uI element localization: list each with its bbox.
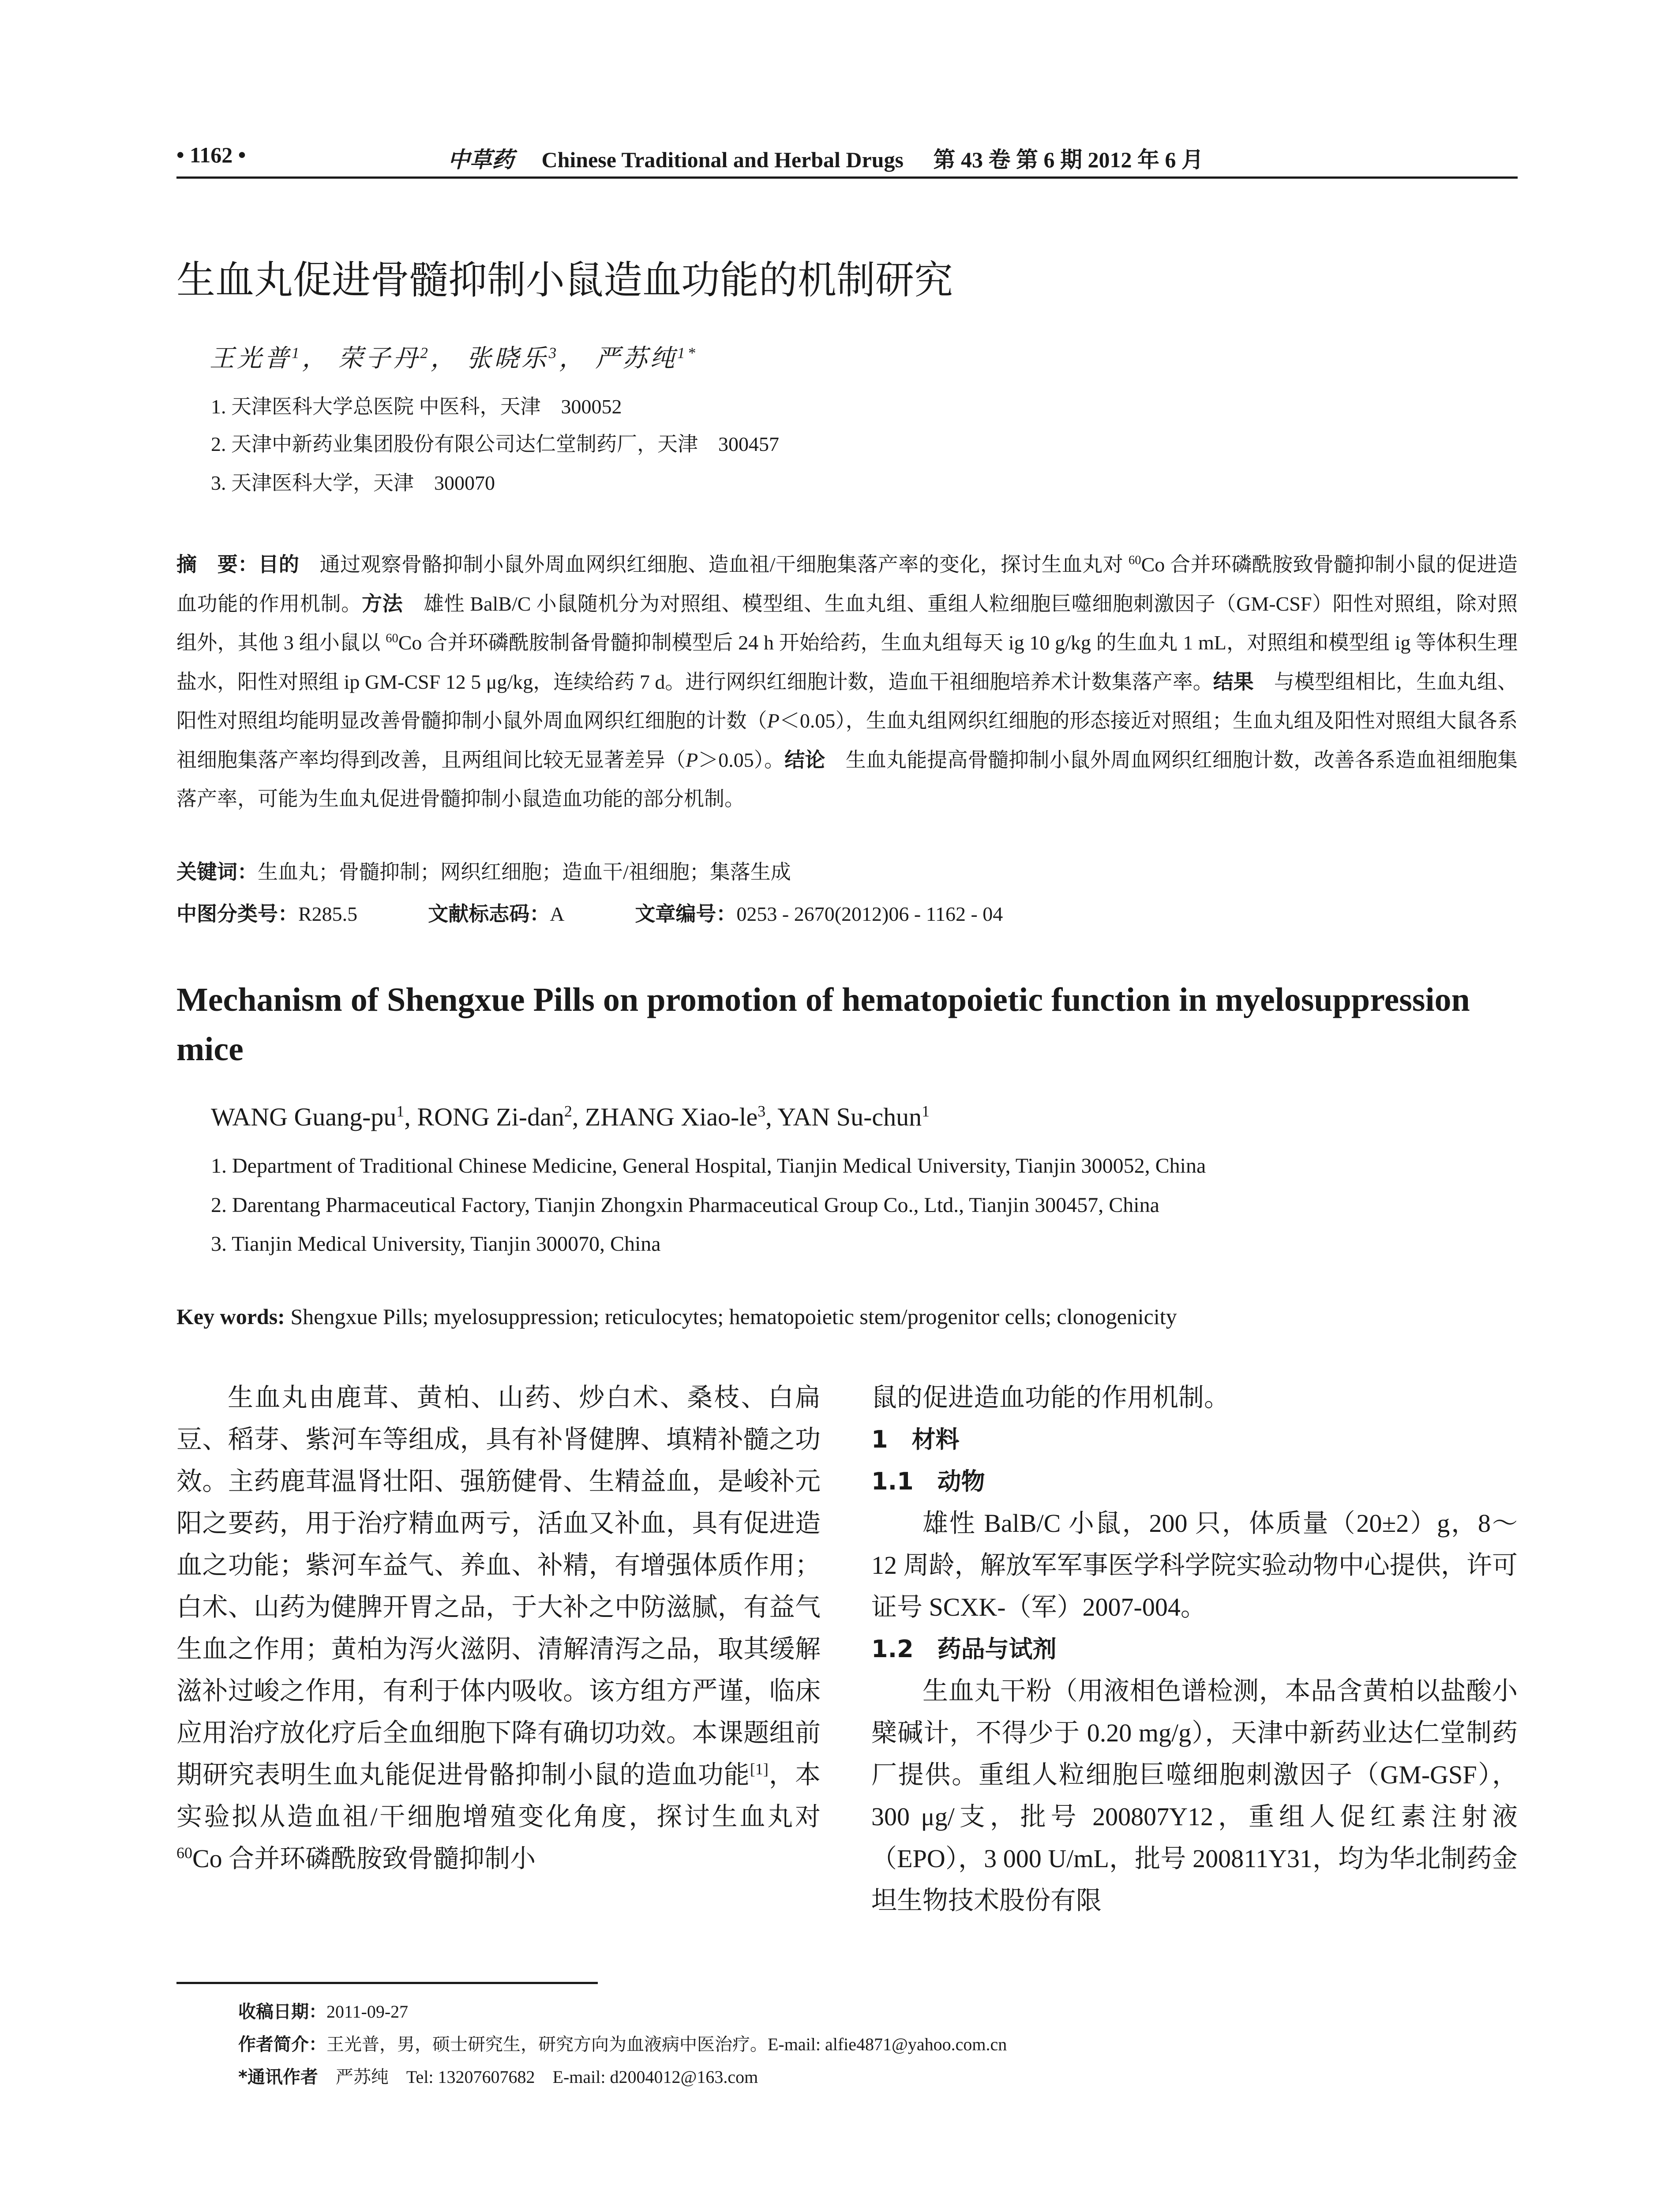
author-affiliation-mark: 1* bbox=[677, 344, 698, 362]
doc-code-label: 文献标志码： bbox=[428, 902, 550, 926]
isotope-mark: 60 bbox=[1129, 553, 1141, 567]
clc-label: 中图分类号： bbox=[176, 902, 298, 926]
affiliation-en: 1. Department of Traditional Chinese Medicine, General Hospital, Tianjin Medical University, Tianjin 300052, China bbox=[211, 1154, 1206, 1178]
results-text: ＞0.05）。 bbox=[698, 749, 785, 771]
results-text: 与模型组相比，生血丸组、阳性对照组均能明显改善骨髓抑制小鼠外周血网织红细胞的计数（ bbox=[176, 671, 1518, 732]
author-name: WANG Guang-pu bbox=[211, 1103, 397, 1131]
author-name: 荣子丹 bbox=[338, 345, 420, 372]
intro-paragraph bbox=[176, 1377, 821, 1880]
intro-text: Co 合并环磷酰胺致骨髓抑制小 bbox=[192, 1844, 536, 1873]
article-title-en: Mechanism of Shengxue Pills on promotion of hematopoietic function in myelosuppression mice bbox=[176, 981, 1470, 1068]
journal-name-cn: 中草药 bbox=[448, 147, 514, 173]
page-number: • 1162 • bbox=[176, 143, 246, 167]
author-name: RONG Zi-dan bbox=[417, 1103, 564, 1131]
author-affiliation-mark: 3 bbox=[548, 344, 559, 362]
results-label: 结果 bbox=[1213, 670, 1254, 694]
objective-label: 目的 bbox=[258, 552, 300, 576]
keywords-en-text: Shengxue Pills; myelosuppression; reticulocytes; hematopoietic stem/progenitor cells; clonogenicity bbox=[285, 1304, 1177, 1329]
author-affiliation-mark: 3 bbox=[758, 1102, 766, 1120]
subsection-heading: 1.1 动物 bbox=[871, 1467, 985, 1495]
conclusion-label: 结论 bbox=[784, 748, 825, 772]
article-title-cn: 生血丸促进骨髓抑制小鼠造血功能的机制研究 bbox=[176, 257, 953, 303]
affiliation-cn: 2. 天津中新药业集团股份有限公司达仁堂制药厂，天津 300457 bbox=[211, 433, 779, 455]
journal-issue: 第 43 卷 第 6 期 2012 年 6 月 bbox=[933, 147, 1204, 172]
keywords-text: 生血丸；骨髓抑制；网织红细胞；造血干/祖细胞；集落生成 bbox=[258, 861, 791, 883]
affiliation-en: 3. Tianjin Medical University, Tianjin 300070, China bbox=[211, 1232, 661, 1256]
author-name: YAN Su-chun bbox=[777, 1103, 922, 1131]
animals-paragraph: 雄性 BalB/C 小鼠，200 只，体质量（20±2）g，8～12 周龄，解放军军事医学科学院实验动物中心提供，许可证号 SCXK-（军）2007-004。 bbox=[871, 1509, 1518, 1621]
author-affiliation-mark: 1 bbox=[396, 1102, 405, 1120]
footnote-rule bbox=[176, 1982, 598, 1984]
abstract-label: 摘 要： bbox=[176, 552, 259, 576]
isotope-mark: 60 bbox=[176, 1844, 192, 1862]
footnote-received bbox=[238, 1998, 408, 2023]
clc-value: R285.5 bbox=[298, 903, 358, 925]
affiliation-cn: 3. 天津医科大学，天津 300070 bbox=[211, 472, 495, 494]
affiliation-cn: 1. 天津医科大学总医院 中医科，天津 300052 bbox=[211, 395, 622, 418]
classification-line bbox=[176, 898, 1003, 927]
author-name: 王光普 bbox=[210, 345, 292, 372]
author-affiliation-mark: 1 bbox=[922, 1102, 930, 1120]
methods-label: 方法 bbox=[361, 592, 403, 615]
affiliation-en: 2. Darentang Pharmaceutical Factory, Tianjin Zhongxin Pharmaceutical Group Co., Ltd., Tianjin 300457, China bbox=[211, 1193, 1159, 1217]
intro-text: 生血丸由鹿茸、黄柏、山药、炒白术、桑枝、白扁豆、稻芽、紫河车等组成，具有补肾健脾、填精补髓之功效。主药鹿茸温肾壮阳、强筋健骨、生精益血，是峻补元阳之要药，用于治疗精血两亏，活血又补血，具有促进造血之功能；紫河车益气、养血、补精，有增强体质作用；白术、山药为健脾开胃之品，于大补之中防滋腻，有益气生血之作用；黄柏为泻火滋阴、清解清泻之品，取其缓解滋补过峻之作用，有利于体内吸收。该方组方严谨，临床应用治疗放化疗后全血细胞下降有确切功效。本课题组前期研究表明生血丸能促进骨骼抑制小鼠的造血功能 bbox=[176, 1383, 821, 1789]
subsection-heading: 1.2 药品与试剂 bbox=[871, 1635, 1057, 1663]
header-rule bbox=[176, 176, 1518, 179]
p-symbol: P bbox=[767, 709, 780, 732]
footnote-author bbox=[238, 2030, 1007, 2056]
article-number-label: 文章编号： bbox=[635, 902, 737, 926]
objective-text: 通过观察骨骼抑制小鼠外周血网织红细胞、造血祖/干细胞集落产率的变化，探讨生血丸对 bbox=[299, 553, 1129, 576]
intro-text: ，本实验拟从造血祖/干细胞增殖变化角度，探讨生血丸对 bbox=[176, 1760, 821, 1831]
author-name: 严苏纯 bbox=[595, 345, 678, 372]
results-text: ＜0.05），生血丸组网织红细胞的形态接近对照组；生血丸组及阳性对照组大鼠各系祖细胞集落产率均得到改善，且两组间比较无显著差异（ bbox=[176, 709, 1518, 771]
keywords-en bbox=[176, 1304, 1177, 1329]
author-affiliation-mark: 2 bbox=[564, 1102, 572, 1120]
corresponding-info: 严苏纯 Tel: 13207607682 E-mail: d2004012@163.com bbox=[318, 2067, 758, 2087]
received-label: 收稿日期： bbox=[238, 2002, 326, 2022]
footnote-corresponding bbox=[238, 2063, 758, 2088]
doc-code-value: A bbox=[550, 903, 565, 925]
author-bio: 王光普，男，硕士研究生，研究方向为血液病中医治疗。E-mail: alfie4871@yahoo.com.cn bbox=[326, 2034, 1007, 2054]
journal-name-en: Chinese Traditional and Herbal Drugs bbox=[541, 147, 904, 172]
keywords-label: 关键词： bbox=[176, 860, 258, 884]
author-bio-label: 作者简介： bbox=[238, 2034, 326, 2055]
section-heading: 1 材料 bbox=[871, 1426, 960, 1453]
p-symbol: P bbox=[686, 749, 698, 771]
corresponding-label: *通讯作者 bbox=[238, 2067, 318, 2087]
author-list-en: WANG Guang-$pu^1$, RONG Zi-dan$^2$, ZHANG Xiao-$le^3$, YAN Su-chun$^1$ bbox=[211, 1102, 930, 1131]
author-name: ZHANG Xiao-le bbox=[585, 1103, 758, 1131]
received-date: 2011-09-27 bbox=[326, 2002, 409, 2022]
body-column-right bbox=[871, 1377, 1518, 1921]
conclusion-text: 生血丸能提高骨髓抑制小鼠外周血网织红细胞计数，改善各系造血祖细胞集落产率，可能为生血丸促进骨髓抑制小鼠造血功能的部分机制。 bbox=[176, 749, 1518, 810]
article-number-value: 0253 - 2670(2012)06 - 1162 - 04 bbox=[736, 903, 1003, 925]
reference-mark: [1] bbox=[750, 1760, 769, 1778]
keywords-en-label: Key words: bbox=[176, 1304, 285, 1329]
body-column-left bbox=[176, 1377, 821, 1880]
methods-text: Co 合并环磷酰胺制备骨髓抑制模型后 24 h 开始给药，生血丸组每天 ig 10 g/kg 的生血丸 1 mL，对照组和模型组 ig 等体积生理盐水，阳性对照组 ip GM-CSF 12 5 μg/kg，连续给药 7 d。进行网织红细胞计数，造血干祖细胞培养术计数集落产率。 bbox=[176, 631, 1518, 693]
continuation-text: 鼠的促进造血功能的作用机制。 bbox=[871, 1383, 1230, 1412]
methods-text: 雄性 BalB/C 小鼠随机分为对照组、模型组、生血丸组、重组人粒细胞巨噬细胞刺激因子（GM-CSF）阳性对照组，除对照组外，其他 3 组小鼠以 bbox=[176, 593, 1518, 654]
author-affiliation-mark: 2 bbox=[420, 344, 431, 362]
objective-text: Co 合并环磷酰胺致骨髓抑制小鼠的促进造血功能的作用机制。 bbox=[176, 553, 1518, 615]
abstract-cn bbox=[176, 545, 1518, 818]
author-name: 张晓乐 bbox=[466, 345, 549, 372]
keywords-cn bbox=[176, 856, 791, 885]
author-list-cn: 王光普$^1$， 荣子丹$^2$， 张晓乐$^3$， 严苏纯$^{1*}$ bbox=[210, 344, 698, 372]
journal-header bbox=[448, 142, 1204, 174]
author-affiliation-mark: 1 bbox=[292, 344, 302, 362]
isotope-mark: 60 bbox=[386, 631, 398, 645]
drugs-paragraph: 生血丸干粉（用液相色谱检测，本品含黄柏以盐酸小檗碱计，不得少于 0.20 mg/g），天津中新药业达仁堂制药厂提供。重组人粒细胞巨噬细胞刺激因子（GM-GSF），300 μg/支，批号 200807Y12，重组人促红素注射液（EPO），3 000 U/mL，批号 200811Y31，均为华北制药金坦生物技术股份有限 bbox=[871, 1677, 1518, 1915]
